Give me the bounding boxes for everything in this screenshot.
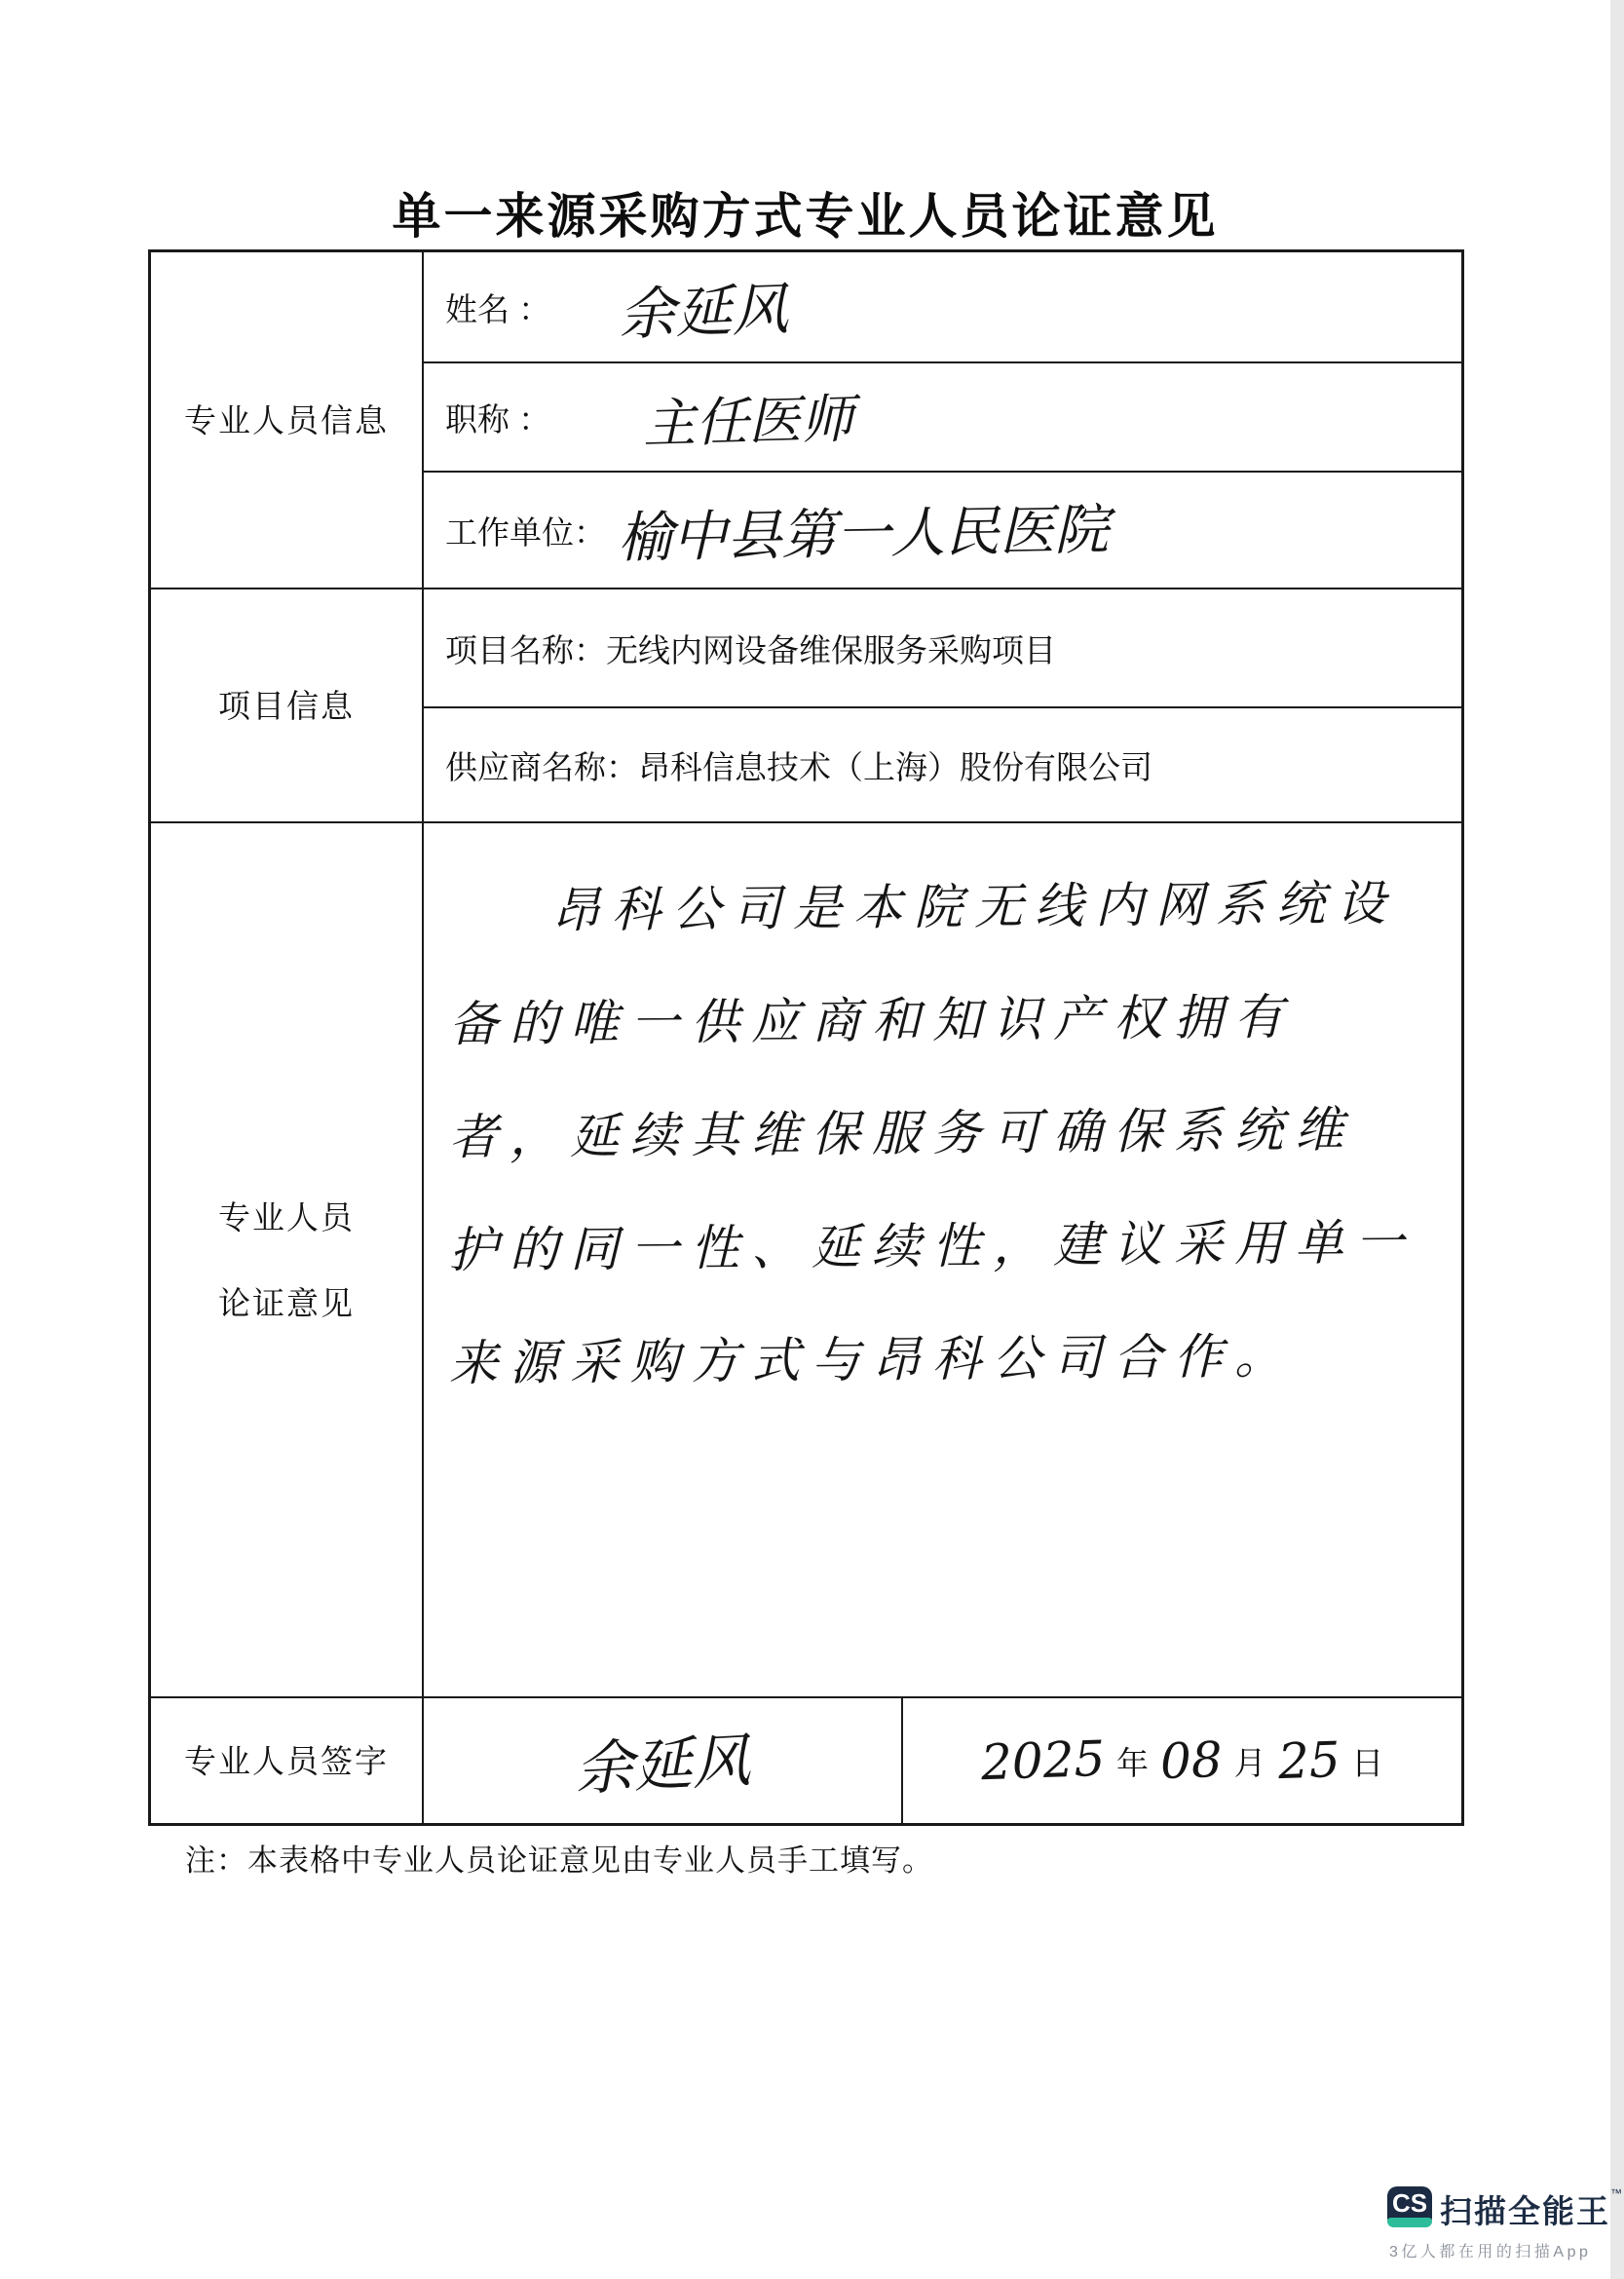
- opinion-line-1: 昂科公司是本院无线内网系统设: [550, 874, 1398, 939]
- section-label-opinion: [151, 823, 424, 1698]
- opinion-label-line2: 论证意见: [218, 1284, 355, 1321]
- personnel-info-label: 专业人员信息: [184, 401, 389, 438]
- date-day-unit: 日: [1351, 1744, 1384, 1781]
- supplier-name-value: 昂科信息技术（上海）股份有限公司: [638, 748, 1152, 785]
- opinion-line-2: 备的唯一供应商和知识产权拥有: [448, 988, 1296, 1053]
- opinion-label-line1: 专业人员: [218, 1198, 355, 1235]
- row-project-name: [424, 589, 1461, 708]
- row-job-title: [424, 363, 1461, 473]
- trademark-symbol: ™: [1610, 2186, 1624, 2200]
- signature-label: 专业人员签字: [184, 1742, 389, 1779]
- date-cell: [903, 1698, 1461, 1823]
- opinion-line-4: 护的同一性、延续性，建议采用单一: [448, 1213, 1416, 1279]
- name-label: 姓名 ：: [445, 290, 551, 327]
- row-supplier-name: [424, 708, 1461, 823]
- camscanner-logo-green-bar: [1387, 2218, 1432, 2227]
- document-title: 单一来源采购方式专业人员论证意见: [392, 189, 1219, 244]
- project-name-value: 无线内网设备维保服务采购项目: [606, 631, 1056, 668]
- demonstration-opinion-form: [148, 249, 1464, 1826]
- camscanner-logo-cs-text: CS: [1391, 2188, 1428, 2218]
- project-info-label: 项目信息: [218, 687, 355, 724]
- date-day-handwritten: 25: [1276, 1730, 1341, 1791]
- date-month-handwritten: 08: [1159, 1730, 1224, 1791]
- work-unit-label: 工作单位：: [445, 513, 606, 551]
- section-label-signature: [151, 1698, 424, 1823]
- signature-handwritten-value: 余延风: [573, 1727, 752, 1804]
- job-title-handwritten-value: 主任医师: [642, 387, 855, 455]
- date-month-unit: 月: [1233, 1744, 1266, 1781]
- opinion-handwritten-text: [424, 823, 1461, 1698]
- job-title-label: 职称 ：: [445, 400, 551, 437]
- project-name-label: 项目名称：: [445, 631, 606, 668]
- camscanner-logo-icon: [1387, 2186, 1432, 2227]
- signature-cell: [424, 1698, 903, 1823]
- footnote: 注：本表格中专业人员论证意见由专业人员手工填写。: [185, 1843, 933, 1878]
- name-handwritten-value: 余延风: [618, 275, 790, 349]
- row-name: [424, 252, 1461, 363]
- camscanner-tagline: 3亿人都在用的扫描App: [1389, 2244, 1592, 2260]
- section-label-project-info: [151, 589, 424, 823]
- camscanner-brand-name: [1440, 2186, 1624, 2232]
- opinion-line-5: 来源采购方式与昂科公司合作。: [448, 1327, 1296, 1392]
- date-year-handwritten: 2025: [979, 1729, 1106, 1792]
- date-year-unit: 年: [1116, 1744, 1149, 1781]
- opinion-line-3: 者，延续其维保服务可确保系统维: [448, 1101, 1356, 1166]
- section-label-personnel-info: [151, 252, 424, 589]
- row-work-unit: [424, 473, 1461, 589]
- work-unit-handwritten-value: 榆中县第一人民医院: [617, 498, 1110, 571]
- camscanner-brand-text: 扫描全能王: [1440, 2193, 1610, 2229]
- supplier-name-label: 供应商名称：: [445, 748, 638, 785]
